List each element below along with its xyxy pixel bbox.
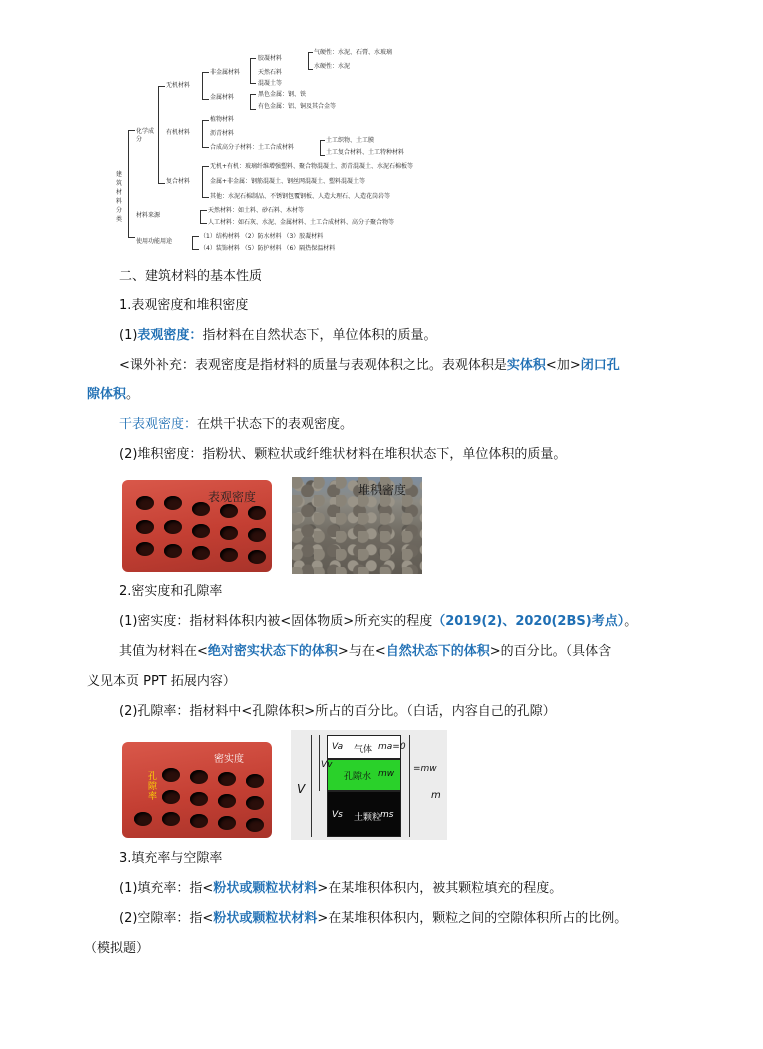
gravel-photo bbox=[292, 477, 422, 574]
phase-water-label: 孔隙水 bbox=[344, 772, 372, 782]
tree-m2: 有色金属：铝、铜及其合金等 bbox=[258, 103, 337, 110]
tree-metal: 金属材料 bbox=[210, 94, 235, 101]
tree-n1b: 水硬性：水泥 bbox=[314, 63, 351, 70]
period: 。 bbox=[624, 614, 638, 629]
tree-bracket bbox=[158, 86, 165, 184]
image-label: 密实度 bbox=[214, 754, 244, 765]
tree-branch-chemical: 化学成分 bbox=[136, 128, 155, 143]
symbol-va: Va bbox=[332, 742, 344, 752]
tree-branch-function: 使用功能用途 bbox=[136, 238, 173, 245]
text: >与在< bbox=[337, 644, 386, 659]
phase-solid-label: 土颗粒 bbox=[354, 813, 382, 823]
symbol-ms: ms bbox=[380, 810, 394, 820]
supplement-text: <课外补充：表观密度是指材料的质量与表观体积之比。表观体积是 bbox=[119, 358, 507, 373]
paragraph-compactness-value bbox=[119, 643, 611, 661]
tree-o1: 植物材料 bbox=[210, 116, 235, 123]
tree-f2: （4）装饰材料 （5）防护材料 （6）隔热保温材料 bbox=[200, 245, 336, 252]
paragraph-compactness-cont: 义见本页 PPT 拓展内容） bbox=[87, 674, 236, 689]
tree-nonmetal: 非金属材料 bbox=[210, 69, 241, 76]
tree-bracket bbox=[200, 210, 207, 224]
paragraph-bulk-density: (2)堆积密度：指粉状、颗粒状或纤维状材料在堆积状态下，单位体积的质量。 bbox=[119, 447, 567, 462]
classification-tree bbox=[112, 42, 442, 252]
term-closed-pore: 闭口孔 bbox=[580, 358, 620, 373]
tree-m1: 黑色金属：钢、铁 bbox=[258, 91, 307, 98]
tree-bracket bbox=[128, 130, 135, 238]
text: 其值为材料在< bbox=[119, 644, 208, 659]
tree-s1: 天然材料：如土料、砂石料、木材等 bbox=[208, 207, 305, 214]
phase-water bbox=[327, 759, 401, 791]
tree-n1a: 气硬性：水泥、石膏、水玻璃 bbox=[314, 49, 393, 56]
heading-compactness: 2.密实度和孔隙率 bbox=[119, 584, 223, 599]
symbol-mw-total: =mw bbox=[413, 764, 437, 774]
tree-branch-source: 材料来源 bbox=[136, 212, 161, 219]
phase-air-label: 气体 bbox=[354, 745, 373, 755]
item-marker: (1) bbox=[119, 328, 138, 343]
tree-n2: 天然石料 bbox=[258, 69, 283, 76]
heading-density: 1.表观密度和堆积密度 bbox=[119, 298, 249, 313]
tree-o3: 合成高分子材料：土工合成材料 bbox=[210, 144, 295, 151]
tree-bracket bbox=[202, 166, 209, 198]
paragraph-supplement bbox=[119, 357, 620, 375]
tree-bracket bbox=[308, 52, 313, 70]
term-granular-material: 粉状或颗粒状材料 bbox=[213, 911, 318, 926]
tree-c1: 无机+有机：玻璃纤维增强塑料、聚合物混凝土、沥青混凝土、水泥石棉板等 bbox=[210, 163, 414, 170]
heading-filling: 3.填充率与空隙率 bbox=[119, 851, 223, 866]
definition-text: (1)密实度：指材料体积内被<固体物质>所充实的程度 bbox=[119, 614, 433, 629]
tree-c3: 其他：水泥石棉制品、不锈钢包覆钢板、人造大理石、人造花岗岩等 bbox=[210, 193, 391, 200]
exam-note: （2019(2)、2020(2BS)考点） bbox=[432, 614, 625, 629]
tree-c2: 金属+非金属：钢筋混凝土、钢丝网混凝土、塑料混凝土等 bbox=[210, 178, 366, 185]
supplement-plus: <加> bbox=[545, 358, 581, 373]
definition-text: 指材料在自然状态下，单位体积的质量。 bbox=[202, 328, 437, 343]
phase-diagram bbox=[291, 730, 447, 840]
tree-n1: 胶凝材料 bbox=[258, 55, 283, 62]
symbol-vs: Vs bbox=[332, 810, 343, 820]
brick-photo-porosity bbox=[122, 742, 272, 838]
phase-air bbox=[327, 735, 406, 759]
brick-photo bbox=[122, 480, 272, 572]
definition-text: 在烘干状态下的表观密度。 bbox=[197, 417, 354, 432]
term-absolute-volume: 绝对密实状态下的体积 bbox=[207, 644, 338, 659]
tree-o3b: 土工复合材料、土工特种材料 bbox=[326, 149, 405, 156]
text: (2)空隙率：指< bbox=[119, 911, 214, 926]
tree-bracket bbox=[202, 72, 209, 100]
symbol-mw: mw bbox=[378, 769, 395, 779]
text: >在某堆积体积内，被其颗粒填充的程度。 bbox=[317, 881, 563, 896]
tree-inorganic: 无机材料 bbox=[166, 82, 191, 89]
tree-s2: 人工材料：如石灰、水泥、金属材料、土工合成材料、高分子聚合物等 bbox=[208, 219, 395, 226]
tree-bracket bbox=[250, 58, 256, 84]
text: >在某堆积体积内，颗粒之间的空隙体积所占的比例。 bbox=[317, 911, 628, 926]
paragraph-porosity: (2)孔隙率：指材料中<孔隙体积>所占的百分比。（白话，内容自己的孔隙） bbox=[119, 704, 556, 719]
paragraph-apparent-density bbox=[119, 327, 436, 345]
image-label: 孔隙率 bbox=[148, 772, 158, 802]
tree-bracket bbox=[202, 120, 209, 148]
tree-n3: 混凝土等 bbox=[258, 80, 283, 87]
tree-o2: 沥青材料 bbox=[210, 130, 235, 137]
symbol-vv: Vv bbox=[321, 760, 333, 770]
symbol-ma: ma=0 bbox=[378, 742, 406, 752]
tree-root: 建筑材料分类 bbox=[116, 171, 123, 223]
term-closed-pore-volume: 隙体积 bbox=[87, 387, 127, 402]
phase-solid bbox=[327, 791, 401, 837]
tree-o3a: 土工织物、土工膜 bbox=[326, 137, 375, 144]
symbol-v: V bbox=[297, 782, 306, 796]
term-apparent-density: 表观密度： bbox=[137, 328, 203, 343]
image-label: 堆积密度 bbox=[358, 483, 407, 497]
tree-bracket bbox=[320, 140, 325, 156]
paragraph-compactness bbox=[119, 613, 637, 631]
text: (1)填充率：指< bbox=[119, 881, 214, 896]
term-natural-volume: 自然状态下的体积 bbox=[385, 644, 490, 659]
section-title: 二、建筑材料的基本性质 bbox=[119, 269, 263, 284]
term-granular-material: 粉状或颗粒状材料 bbox=[213, 881, 318, 896]
period: 。 bbox=[126, 387, 140, 402]
text: >的百分比。（具体含 bbox=[489, 644, 612, 659]
paragraph-void-ratio bbox=[119, 910, 627, 928]
tree-f1: （1）结构材料 （2）防水材料 （3）胶凝材料 bbox=[200, 233, 324, 240]
paragraph-supplement-cont bbox=[87, 386, 139, 404]
tree-composite: 复合材料 bbox=[166, 178, 191, 185]
term-dry-density: 干表观密度： bbox=[119, 417, 198, 432]
symbol-m: m bbox=[431, 790, 441, 801]
paragraph-mock-question: （模拟题） bbox=[84, 941, 150, 956]
tree-bracket bbox=[192, 236, 199, 250]
term-solid-volume: 实体积 bbox=[506, 358, 546, 373]
image-label: 表观密度 bbox=[208, 490, 257, 504]
tree-organic: 有机材料 bbox=[166, 129, 191, 136]
paragraph-filling bbox=[119, 880, 562, 898]
paragraph-dry-density bbox=[119, 416, 353, 434]
tree-bracket bbox=[250, 94, 256, 110]
